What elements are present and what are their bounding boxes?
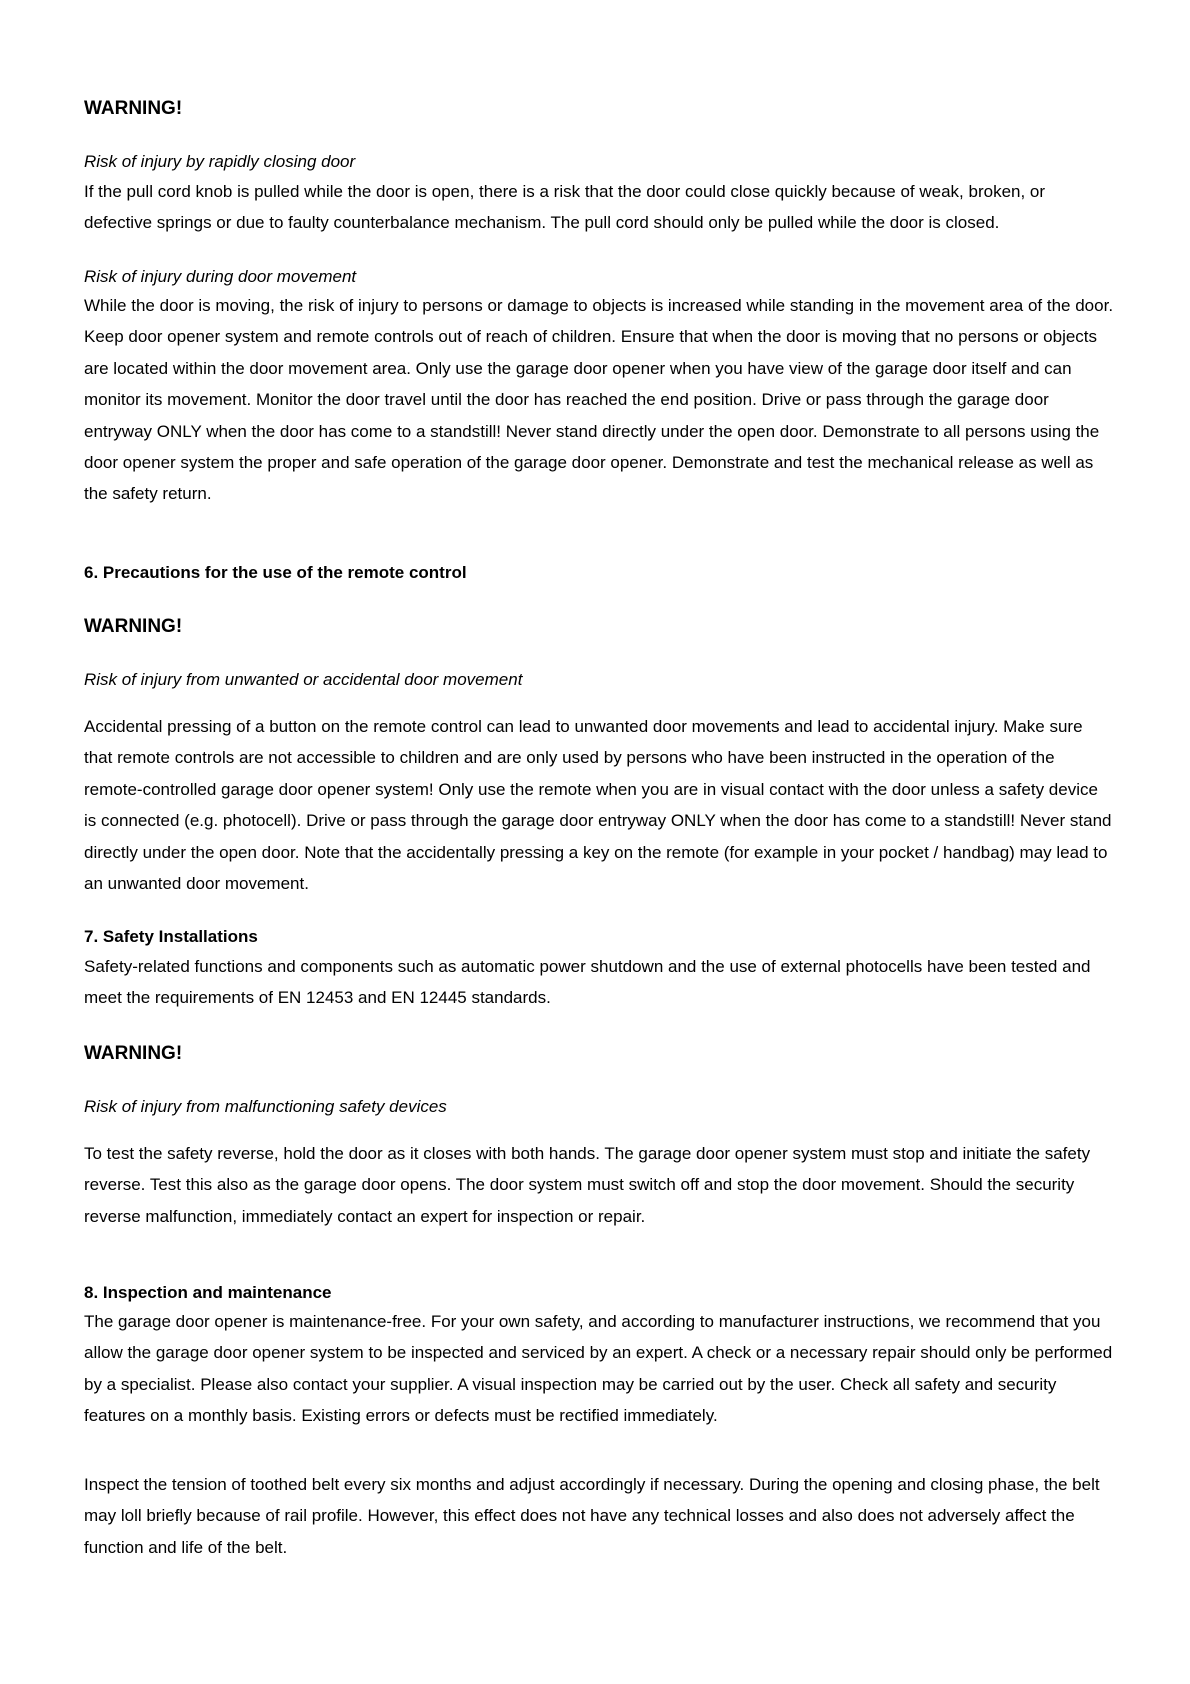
section-heading-6: 6. Precautions for the use of the remote control — [84, 563, 467, 582]
body-paragraph: Accidental pressing of a button on the remote control can lead to unwanted door movements and lead to accidental injury. Make sure that remote controls are not accessible to children and are only used by persons who have been instructed in the operation of the remote-controlled garage door opener system! Only use the remote when you are in visual contact with the door unless a safety device is connected (e.g. photocell). Drive or pass through the garage door entryway ONLY when the door has come to a standstill! Never stand directly under the open door. Note that the accidentally pressing a key on the remote (for example in your pocket / handbag) may lead to an unwanted door movement. — [84, 717, 1112, 894]
warning-heading: WARNING! — [84, 98, 183, 119]
section-heading-7: 7. Safety Installations — [84, 927, 258, 946]
body-paragraph: Safety-related functions and components such as automatic power shutdown and the use of external photocells have been tested and meet the requirements of EN 12453 and EN 12445 standards. — [84, 957, 1091, 1008]
body-paragraph: The garage door opener is maintenance-free. For your own safety, and according to manufacturer instructions, we recommend that you allow the garage door opener system to be inspected and serviced by an expert. A check or a necessary repair should only be performed by a specialist. Please also contact your supplier. A visual inspection may be carried out by the user. Check all safety and security features on a monthly basis. Existing errors or defects must be rectified immediately. — [84, 1312, 1113, 1426]
body-paragraph: Inspect the tension of toothed belt every six months and adjust accordingly if necessary. During the opening and closing phase, the belt may loll briefly because of rail profile. However, this effect does not have any technical losses and also does not adversely affect the function and life of the belt. — [84, 1475, 1100, 1557]
body-paragraph: To test the safety reverse, hold the door as it closes with both hands. The garage door opener system must stop and initiate the safety reverse. Test this also as the garage door opens. The door system must switch off and stop the door movement. Should the security reverse malfunction, immediately contact an expert for inspection or repair. — [84, 1144, 1091, 1226]
body-paragraph: While the door is moving, the risk of injury to persons or damage to objects is increased while standing in the movement area of the door. Keep door opener system and remote controls out of reach of children. Ensure that when the door is moving that no persons or objects are located within the door movement area. Only use the garage door opener when you have view of the garage door itself and can monitor its movement. Monitor the door travel until the door has reached the end position. Drive or pass through the garage door entryway ONLY when the door has come to a standstill! Never stand directly under the open door. Demonstrate to all persons using the door opener system the proper and safe operation of the garage door opener. Demonstrate and test the mechanical release as well as the safety return. — [84, 296, 1114, 504]
risk-subheading: Risk of injury from malfunctioning safety devices — [84, 1097, 447, 1116]
risk-subheading: Risk of injury from unwanted or accidental door movement — [84, 670, 523, 689]
section-heading-8: 8. Inspection and maintenance — [84, 1283, 332, 1302]
risk-subheading: Risk of injury by rapidly closing door — [84, 152, 356, 171]
warning-heading: WARNING! — [84, 1043, 183, 1064]
warning-heading: WARNING! — [84, 616, 183, 637]
risk-subheading: Risk of injury during door movement — [84, 267, 357, 286]
body-paragraph: If the pull cord knob is pulled while the door is open, there is a risk that the door could close quickly because of weak, broken, or defective springs or due to faulty counterbalance mechanism. The pull cord should only be pulled while the door is closed. — [84, 182, 1046, 233]
